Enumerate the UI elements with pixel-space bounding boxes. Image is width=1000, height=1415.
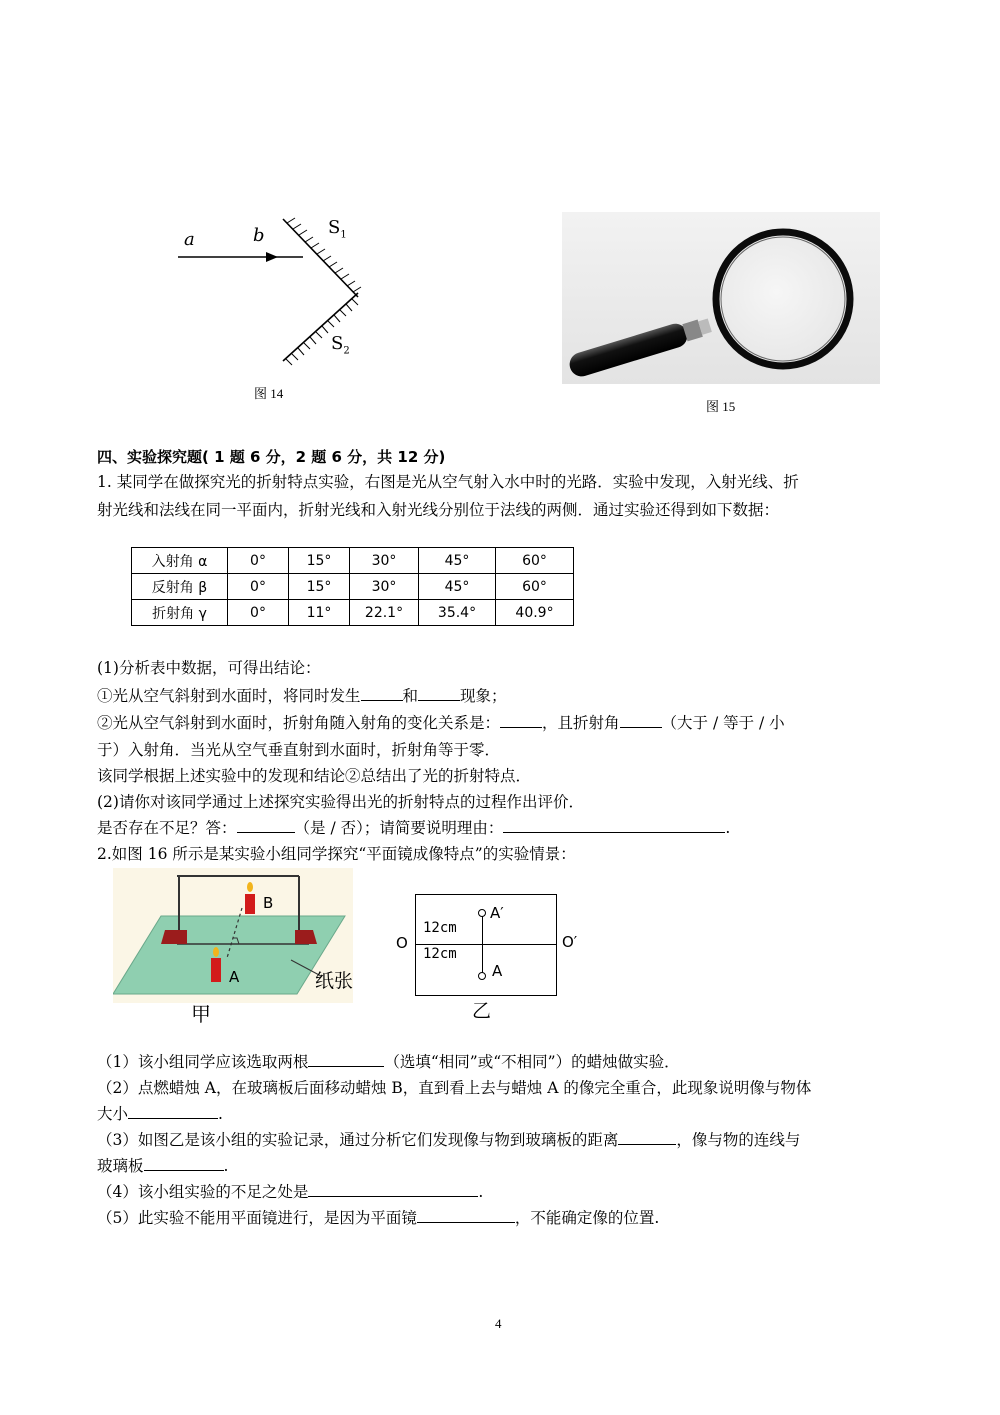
answer-blank[interactable] [500, 713, 542, 728]
table-cell: 11° [289, 600, 350, 626]
q1-conclusion-2: ②光从空气斜射到水面时，折射角随入射角的变化关系是： ，且折射角 （大于 / 等于 / 小 [97, 714, 785, 732]
point-a [478, 972, 486, 980]
table-cell: 60° [496, 548, 574, 574]
q1-intro-line-2: 射光线和法线在同一平面内，折射光线和入射光线分别位于法线的两侧．通过实验还得到如下数据： [97, 501, 780, 519]
label-a: a [184, 229, 195, 250]
table-cell: 30° [350, 548, 419, 574]
table-cell: 反射角 β [132, 574, 228, 600]
q2-sub-4: （4）该小组实验的不足之处是 . [97, 1183, 484, 1201]
figure-15 [562, 212, 880, 422]
table-cell: 15° [289, 574, 350, 600]
table-cell: 35.4° [419, 600, 496, 626]
table-row [132, 574, 574, 600]
record-sheet [415, 894, 557, 996]
connect-line [482, 914, 483, 976]
mirror-diagram [170, 205, 390, 375]
answer-blank[interactable] [237, 818, 295, 833]
page-number: 4 [495, 1316, 502, 1331]
answer-blank[interactable] [620, 713, 662, 728]
figure-15-caption: 图 15 [706, 399, 736, 414]
magnifier-photo [562, 212, 880, 384]
label-s1: $S_1$ [328, 217, 347, 241]
q1-line-4: 于）入射角．当光从空气垂直射到水面时，折射角等于零． [97, 741, 501, 759]
table-cell: 0° [228, 574, 289, 600]
q1-conclusion-1: ①光从空气斜射到水面时，将同时发生 和 现象； [97, 687, 507, 705]
candle-a [211, 958, 221, 982]
q2-intro: 2.如图 16 所示是某实验小组同学探究“平面镜成像特点”的实验情景： [97, 845, 576, 863]
table-cell: 30° [350, 574, 419, 600]
answer-blank[interactable] [128, 1104, 218, 1119]
answer-blank[interactable] [361, 686, 403, 701]
label-s2: $S_2$ [331, 333, 350, 357]
point-a-prime [478, 909, 486, 917]
answer-blank[interactable] [503, 818, 725, 833]
answer-blank[interactable] [308, 1182, 478, 1197]
table-cell: 22.1° [350, 600, 419, 626]
magnifier-lens [716, 232, 850, 366]
table-cell: 40.9° [496, 600, 574, 626]
figure-16-jia [113, 868, 353, 1028]
answer-blank[interactable] [144, 1156, 224, 1171]
q2-sub-2: （2）点燃蜡烛 A，在玻璃板后面移动蜡烛 B，直到看上去与蜡烛 A 的像完全重合，此现象说明像与物体 [97, 1079, 812, 1097]
answer-blank[interactable] [417, 1208, 515, 1223]
table-cell: 0° [228, 548, 289, 574]
table-cell: 折射角 γ [132, 600, 228, 626]
q1-evaluation: 是否存在不足？答： （是 / 否）；请简要说明理由： . [97, 819, 731, 837]
hatching-s1 [287, 218, 361, 292]
mirror-line [415, 944, 556, 945]
table-row [132, 548, 574, 574]
figure-14-caption: 图 14 [254, 386, 284, 401]
label-o: O [396, 934, 408, 952]
answer-blank[interactable] [618, 1130, 676, 1145]
label-o-prime: O′ [562, 933, 578, 951]
table-cell: 60° [496, 574, 574, 600]
answer-blank[interactable] [418, 686, 460, 701]
label-a-prime: A′ [490, 904, 504, 922]
distance-top: 12cm [423, 920, 457, 936]
q2-sub-5: （5）此实验不能用平面镜进行，是因为平面镜 ，不能确定像的位置. [97, 1209, 660, 1227]
label-b: b [253, 225, 265, 246]
figure-jia-caption: 甲 [191, 1002, 211, 1026]
figure-14 [170, 205, 390, 405]
ray-arrow [266, 252, 278, 262]
plane-mirror-setup [113, 868, 353, 1028]
paper-label: 纸张 [315, 970, 354, 992]
q1-part2-heading: (2)请你对该同学通过上述探究实验得出光的折射特点的过程作出评价． [97, 793, 584, 811]
candle-a-label: A [229, 968, 240, 986]
mirror-s1 [283, 219, 358, 297]
q1-part1-heading: (1)分析表中数据，可得出结论： [97, 659, 321, 677]
q1-intro-line-1: 1. 某同学在做探究光的折射特点实验，右图是光从空气射入水中时的光路．实验中发现，入射光线、折 [97, 473, 799, 491]
candle-b [245, 894, 255, 914]
answer-blank[interactable] [308, 1052, 384, 1067]
q1-line-5: 该同学根据上述实验中的发现和结论②总结出了光的折射特点． [97, 767, 532, 785]
table-cell: 入射角 α [132, 548, 228, 574]
table-cell: 15° [289, 548, 350, 574]
stand-left [161, 930, 187, 944]
q2-sub-3: （3）如图乙是该小组的实验记录，通过分析它们发现像与物到玻璃板的距离 ，像与物的连线与 [97, 1131, 801, 1149]
q2-sub-1: （1）该小组同学应该选取两根 （选填“相同”或“不相同”）的蜡烛做实验． [97, 1053, 680, 1071]
distance-bottom: 12cm [423, 946, 457, 962]
figure-16-yi [394, 892, 594, 1022]
candle-b-label: B [263, 894, 274, 912]
table-cell: 45° [419, 574, 496, 600]
table-cell: 0° [228, 600, 289, 626]
table-cell: 45° [419, 548, 496, 574]
label-a-yi: A [492, 962, 503, 980]
section-title: 四、实验探究题( 1 题 6 分，2 题 6 分，共 12 分) [97, 448, 446, 466]
q2-sub-2-cont: 大小 . [97, 1105, 223, 1123]
table-row [132, 600, 574, 626]
data-table [131, 547, 574, 626]
q2-sub-3-cont: 玻璃板 . [97, 1157, 229, 1175]
figure-yi-caption: 乙 [472, 1000, 492, 1022]
